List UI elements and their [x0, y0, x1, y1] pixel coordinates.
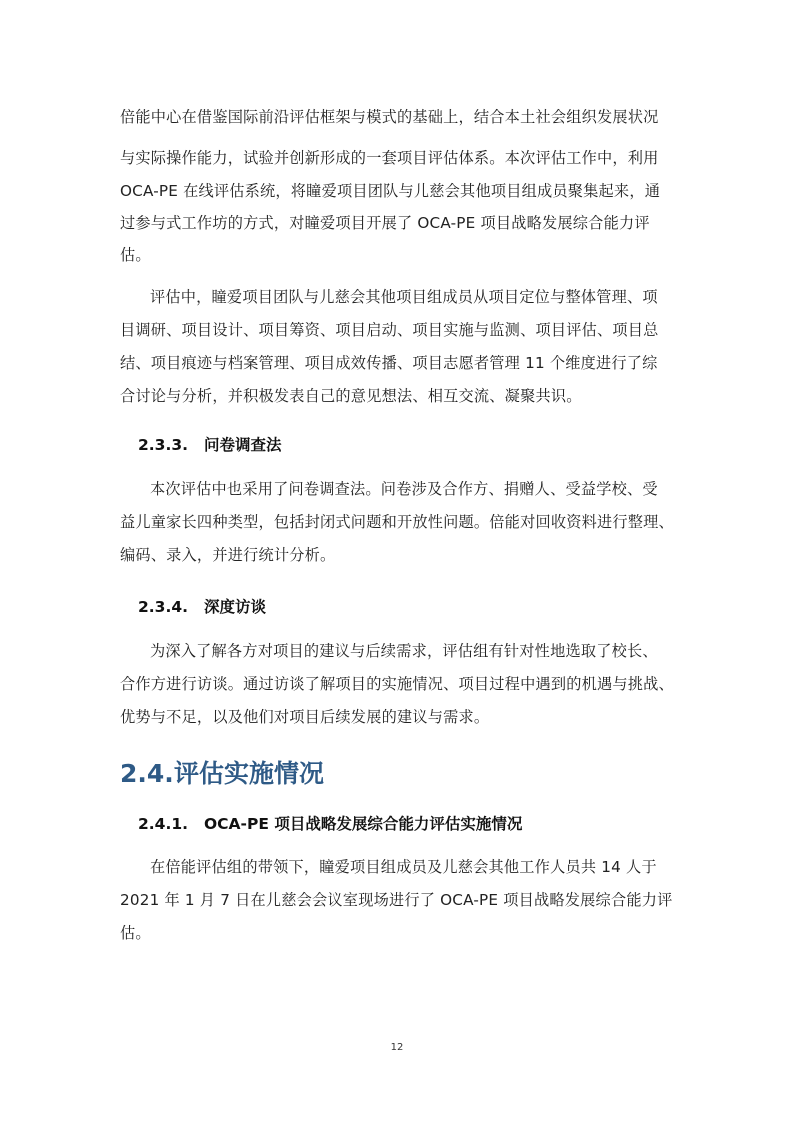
text-line: 编码、录入，并进行统计分析。 [120, 546, 336, 564]
text-line: 过参与式工作坊的方式，对瞳爱项目开展了 OCA-PE 项目战略发展综合能力评 [120, 214, 650, 232]
text-line: 优势与不足，以及他们对项目后续发展的建议与需求。 [120, 708, 490, 726]
text-line: 合讨论与分析，并积极发表自己的意见想法、相互交流、凝聚共识。 [120, 387, 582, 405]
heading-2-4 [120, 754, 324, 790]
heading-number: 2.3.3. [138, 436, 189, 454]
heading-number: 2.4.1. [138, 815, 189, 833]
text-line: 在倍能评估组的带领下，瞳爱项目组成员及儿慈会其他工作人员共 14 人于 [150, 858, 657, 876]
text-line: 本次评估中也采用了问卷调查法。问卷涉及合作方、捐赠人、受益学校、受 [150, 480, 658, 498]
text-line: 益儿童家长四种类型，包括封闭式问题和开放性问题。倍能对回收资料进行整理、 [120, 513, 674, 531]
text-line: 目调研、项目设计、项目筹资、项目启动、项目实施与监测、项目评估、项目总 [120, 321, 659, 339]
heading-title: 深度访谈 [204, 598, 267, 616]
heading-title: 问卷调查法 [204, 436, 282, 454]
text-line: 估。 [120, 246, 151, 264]
heading-2-3-3 [138, 433, 282, 455]
heading-title: 评估实施情况 [174, 759, 325, 788]
text-line: OCA-PE 在线评估系统，将瞳爱项目团队与儿慈会其他项目组成员聚集起来，通 [120, 182, 661, 200]
text-line: 结、项目痕迹与档案管理、项目成效传播、项目志愿者管理 11 个维度进行了综 [120, 354, 658, 372]
heading-number: 2.4. [120, 759, 174, 788]
text-line: 2021 年 1 月 7 日在儿慈会会议室现场进行了 OCA-PE 项目战略发展综合能力评 [120, 891, 673, 909]
heading-number: 2.3.4. [138, 598, 189, 616]
page-number: 12 [390, 1042, 404, 1053]
text-line: 为深入了解各方对项目的建议与后续需求，评估组有针对性地选取了校长、 [150, 642, 658, 660]
heading-2-3-4 [138, 595, 266, 617]
text-line: 与实际操作能力，试验并创新形成的一套项目评估体系。本次评估工作中，利用 [120, 149, 659, 167]
heading-2-4-1 [138, 812, 522, 834]
text-line: 估。 [120, 924, 151, 942]
text-line: 合作方进行访谈。通过访谈了解项目的实施情况、项目过程中遇到的机遇与挑战、 [120, 675, 674, 693]
text-line: 评估中，瞳爱项目团队与儿慈会其他项目组成员从项目定位与整体管理、项 [150, 288, 658, 306]
heading-title: OCA-PE 项目战略发展综合能力评估实施情况 [204, 815, 523, 833]
text-line: 倍能中心在借鉴国际前沿评估框架与模式的基础上，结合本土社会组织发展状况 [120, 108, 659, 126]
